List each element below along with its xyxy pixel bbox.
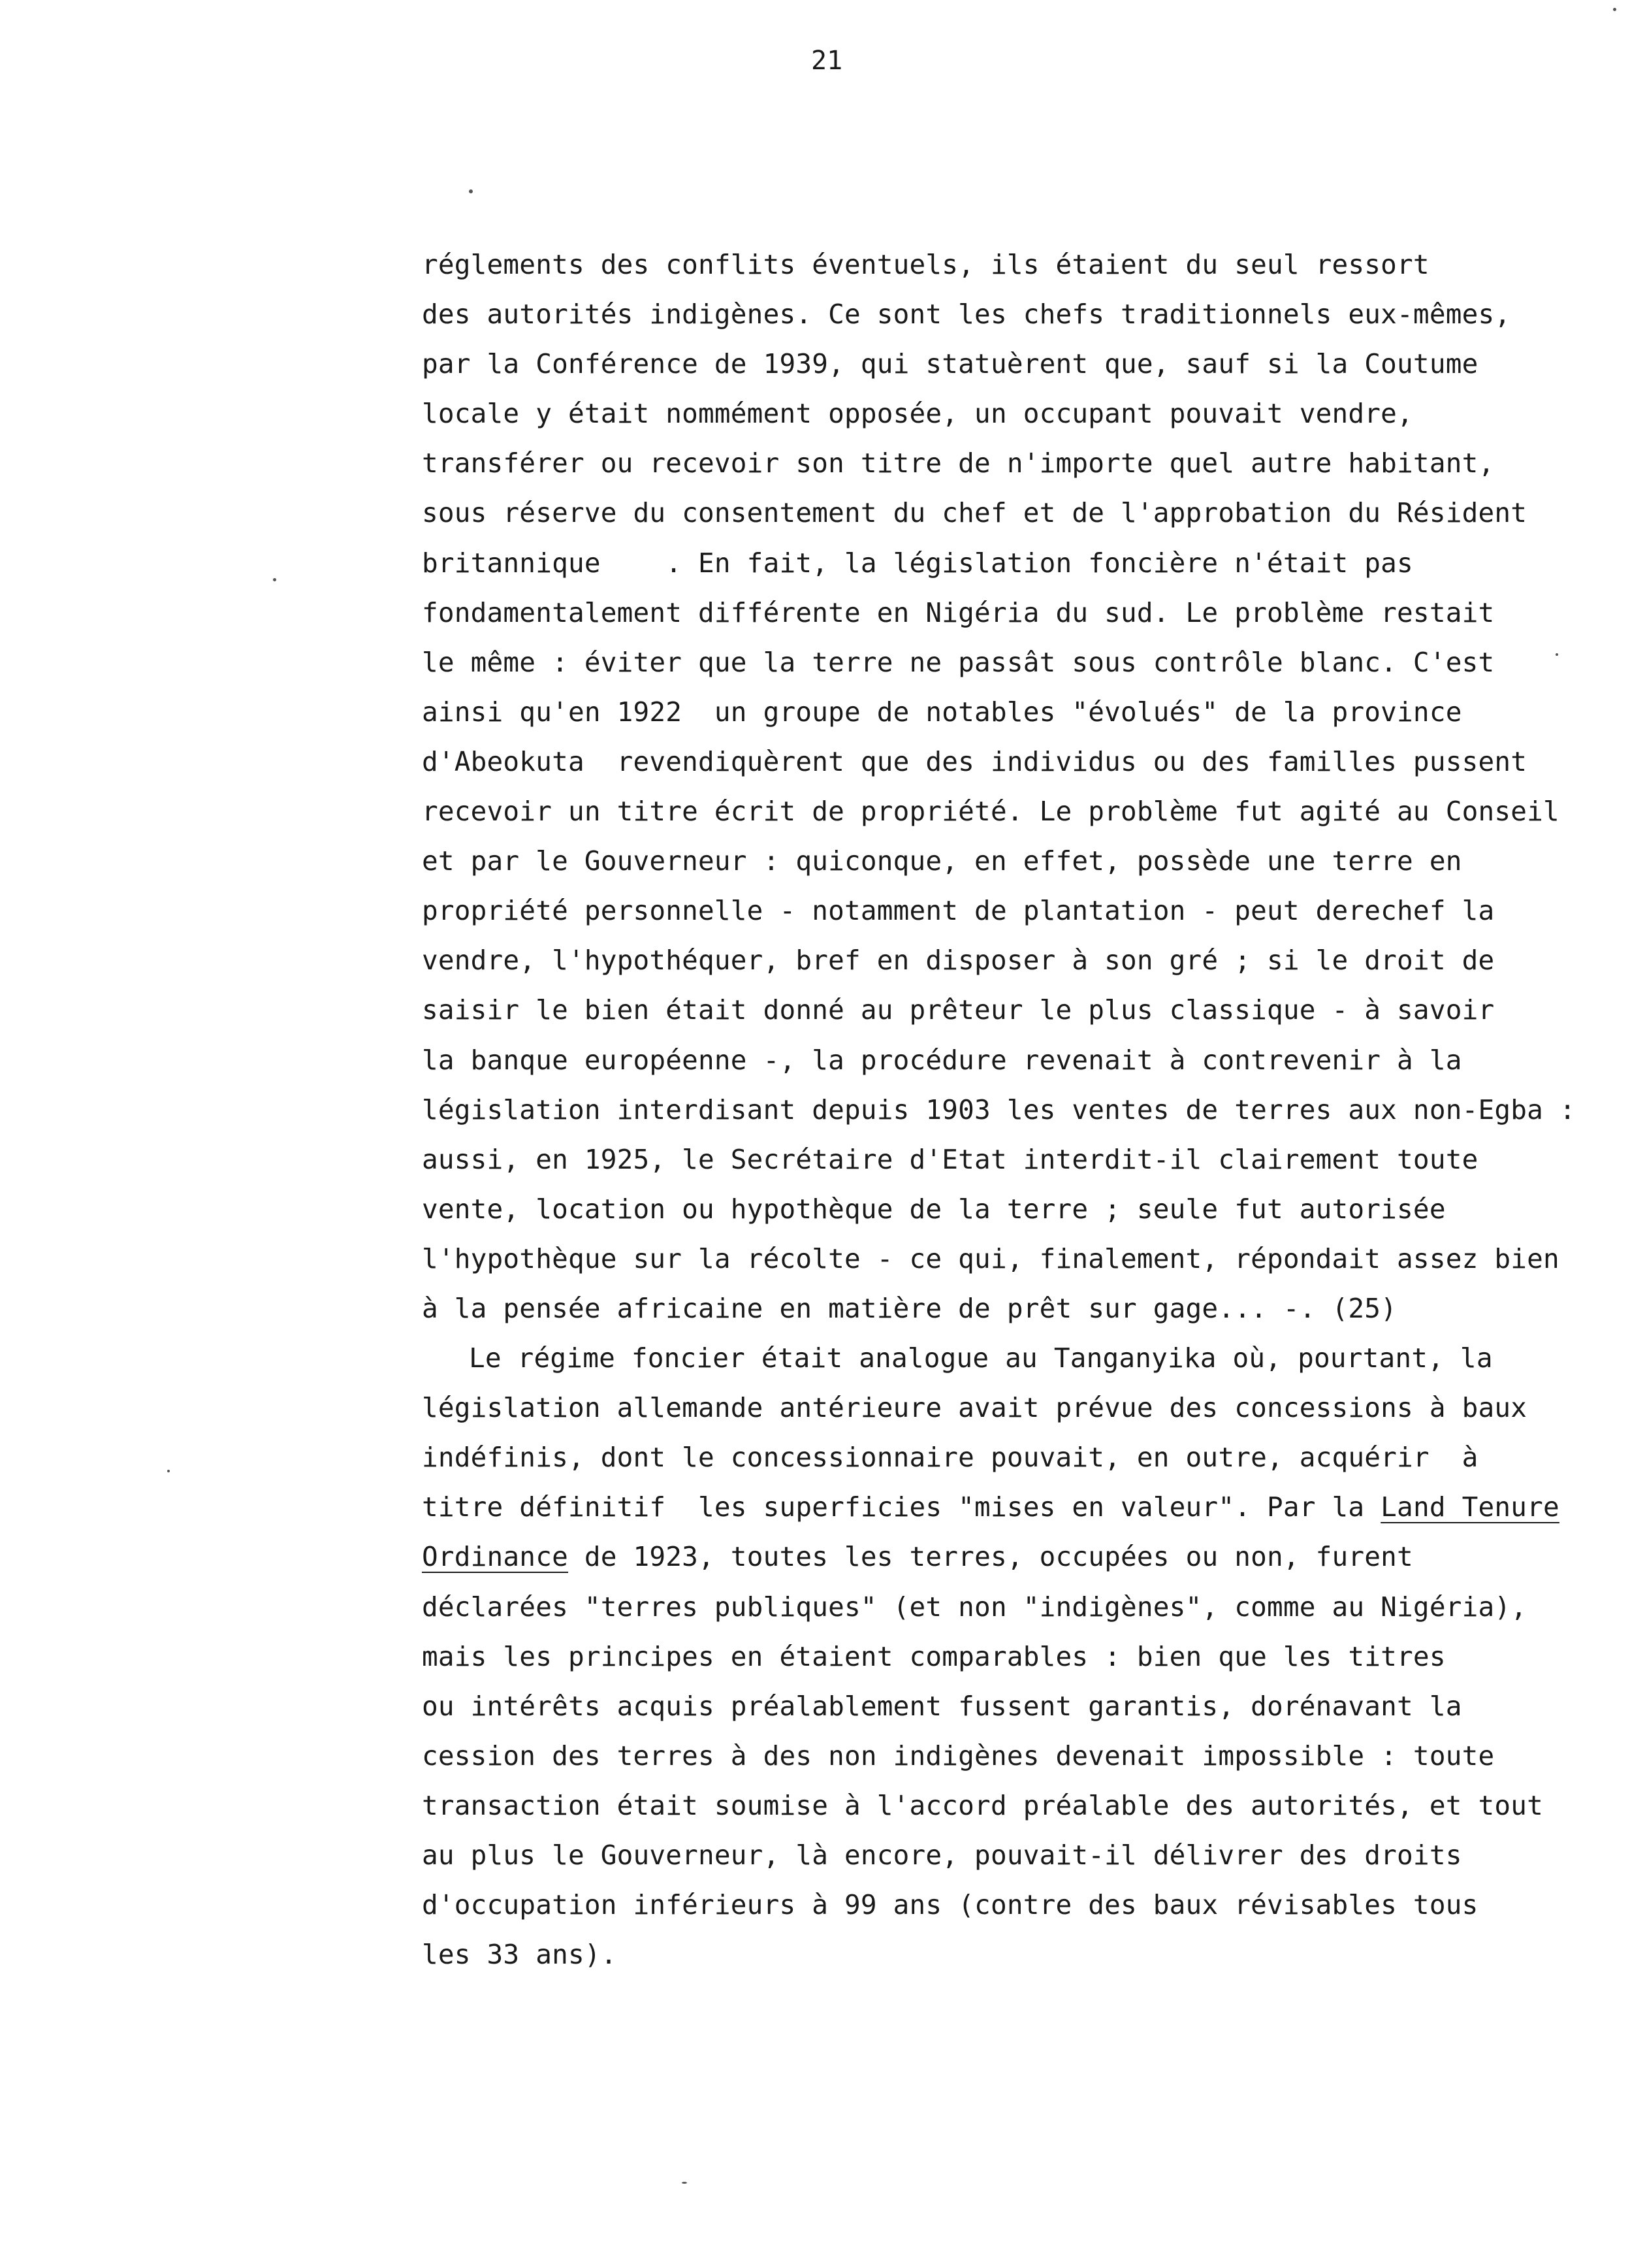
text-line: la banque européenne -, la procédure revenait à contrevenir à la <box>422 1044 1462 1076</box>
scan-speck <box>469 189 473 193</box>
text-line: législation interdisant depuis 1903 les ventes de terres aux non-Egba : <box>422 1094 1576 1126</box>
paragraph-start-line: Le régime foncier était analogue au Tanganyika où, pourtant, la <box>469 1342 1493 1374</box>
scan-speck <box>273 578 276 581</box>
text-line: ainsi qu'en 1922 un groupe de notables "évolués" de la province <box>422 696 1462 728</box>
text-line: l'hypothèque sur la récolte - ce qui, finalement, répondait assez bien <box>422 1242 1559 1274</box>
text-line: des autorités indigènes. Ce sont les chefs traditionnels eux-mêmes, <box>422 299 1511 331</box>
text-line: transférer ou recevoir son titre de n'importe quel autre habitant, <box>422 447 1495 479</box>
text-line: par la Conférence de 1939, qui statuèrent que, sauf si la Coutume <box>422 348 1478 380</box>
text-line: locale y était nommément opposée, un occupant pouvait vendre, <box>422 398 1413 430</box>
text-line: les 33 ans). <box>422 1939 617 1971</box>
text-line <box>422 1532 1584 1581</box>
text-line: indéfinis, dont le concessionnaire pouvait, en outre, acquérir à <box>422 1442 1478 1474</box>
text-line: saisir le bien était donné au prêteur le plus classique - à savoir <box>422 994 1495 1026</box>
text-line: transaction était soumise à l'accord préalable des autorités, et tout <box>422 1789 1544 1821</box>
text-line: législation allemande antérieure avait prévue des concessions à baux <box>422 1392 1527 1424</box>
text-line: d'Abeokuta revendiquèrent que des individus ou des familles pussent <box>422 745 1527 777</box>
page-number: 21 <box>811 46 843 76</box>
underlined-title: Ordinance <box>422 1541 568 1573</box>
text-line <box>422 1482 1584 1532</box>
scan-speck <box>167 1470 170 1472</box>
text-line: propriété personnelle - notamment de plantation - peut derechef la <box>422 895 1495 927</box>
text-line: aussi, en 1925, le Secrétaire d'Etat interdit-il clairement toute <box>422 1143 1478 1175</box>
text-line: cession des terres à des non indigènes devenait impossible : toute <box>422 1740 1495 1772</box>
text-segment: titre définitif les superficies "mises en valeur". Par la <box>422 1491 1381 1523</box>
text-line: recevoir un titre écrit de propriété. Le problème fut agité au Conseil <box>422 796 1559 828</box>
text-line: vendre, l'hypothéquer, bref en disposer à son gré ; si le droit de <box>422 945 1495 977</box>
text-line: ou intérêts acquis préalablement fussent garantis, dorénavant la <box>422 1690 1462 1722</box>
text-line: réglements des conflits éventuels, ils étaient du seul ressort <box>422 249 1430 280</box>
text-line: déclarées "terres publiques" (et non "indigènes", comme au Nigéria), <box>422 1591 1527 1623</box>
text-line: à la pensée africaine en matière de prêt sur gage... -. (25) <box>422 1292 1398 1324</box>
text-segment: de 1923, toutes les terres, occupées ou non, furent <box>567 1541 1413 1573</box>
text-line: au plus le Gouverneur, là encore, pouvait-il délivrer des droits <box>422 1839 1462 1871</box>
text-line: fondamentalement différente en Nigéria du sud. Le problème restait <box>422 596 1495 628</box>
underlined-title: Land Tenure <box>1381 1491 1559 1523</box>
body-text <box>422 240 1584 1979</box>
text-line: mais les principes en étaient comparables : bien que les titres <box>422 1640 1446 1672</box>
text-line: sous réserve du consentement du chef et de l'approbation du Résident <box>422 497 1527 529</box>
text-line: britannique . En fait, la législation foncière n'était pas <box>422 547 1413 579</box>
scan-speck <box>1556 653 1558 656</box>
text-line: et par le Gouverneur : quiconque, en effet, possède une terre en <box>422 845 1462 877</box>
scan-speck <box>1613 8 1616 11</box>
scan-speck <box>682 2182 687 2184</box>
text-line: vente, location ou hypothèque de la terre ; seule fut autorisée <box>422 1193 1446 1225</box>
text-line: d'occupation inférieurs à 99 ans (contre des baux révisables tous <box>422 1889 1478 1921</box>
text-line: le même : éviter que la terre ne passât sous contrôle blanc. C'est <box>422 646 1495 678</box>
